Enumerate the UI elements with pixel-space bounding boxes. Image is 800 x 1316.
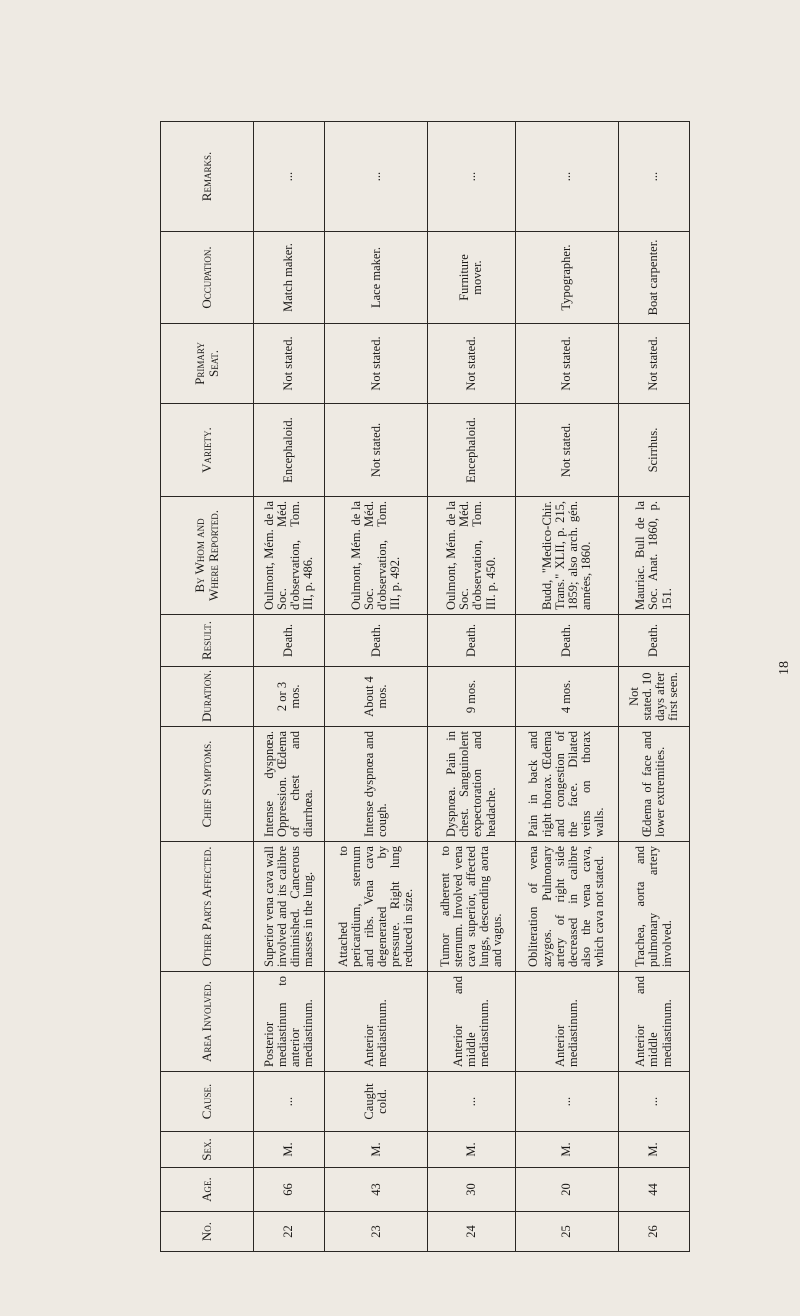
cell-area: Anterior mediastinum. — [324, 972, 427, 1072]
cell-other-parts: Trachea, aorta and pulmonary artery involved. — [618, 842, 689, 972]
cell-reported-by: Oulmont, Mém. de la Soc. Méd. d'observation, Tom. III, p. 492. — [324, 497, 427, 615]
cell-age: 20 — [515, 1168, 618, 1212]
cell-result: Death. — [254, 615, 325, 667]
page-number: 18 — [777, 661, 792, 675]
cell-variety: Encephaloid. — [428, 404, 515, 497]
cell-variety: Not stated. — [515, 404, 618, 497]
cell-area: Posterior mediastinum to anterior mediastinum. — [254, 972, 325, 1072]
cell-area: Anterior and middle mediastinum. — [618, 972, 689, 1072]
cell-age: 44 — [618, 1168, 689, 1212]
cell-remarks: ... — [618, 122, 689, 232]
cell-result: Death. — [618, 615, 689, 667]
cell-cause: ... — [515, 1072, 618, 1132]
cell-remarks: ... — [254, 122, 325, 232]
cell-remarks: ... — [428, 122, 515, 232]
cell-duration: 9 mos. — [428, 667, 515, 727]
cell-sex: M. — [618, 1132, 689, 1168]
cell-occupation: Boat carpenter. — [618, 232, 689, 324]
cell-variety: Scirrhus. — [618, 404, 689, 497]
cell-other-parts: Attached to pericardium, sternum and ribs. Vena cava degenerated by pressure. Right lung reduced in size. — [324, 842, 427, 972]
cell-other-parts: Superior vena cava wall involved and its calibre diminished. Cancerous masses in the lung. — [254, 842, 325, 972]
cell-primary-seat: Not stated. — [428, 324, 515, 404]
cell-reported-by: Mauriac. Bull de la Soc. Anat. 1860, p. 151. — [618, 497, 689, 615]
col-header-reported-by: By Whom and Where Reported. — [161, 497, 254, 615]
col-header-no: No. — [161, 1212, 254, 1252]
cell-no: 22 — [254, 1212, 325, 1252]
table-row — [428, 122, 515, 1252]
col-header-duration: Duration. — [161, 667, 254, 727]
cell-age: 66 — [254, 1168, 325, 1212]
cell-no: 24 — [428, 1212, 515, 1252]
cell-symptoms: Dyspnœa. Pain in chest. Sanguinolent expectoration and headache. — [428, 727, 515, 842]
cell-result: Death. — [428, 615, 515, 667]
cell-sex: M. — [428, 1132, 515, 1168]
cell-remarks: ... — [324, 122, 427, 232]
col-header-remarks: Remarks. — [161, 122, 254, 232]
cell-no: 23 — [324, 1212, 427, 1252]
table-row — [254, 122, 325, 1252]
cell-duration: 2 or 3 mos. — [254, 667, 325, 727]
col-header-variety: Variety. — [161, 404, 254, 497]
cell-variety: Encephaloid. — [254, 404, 325, 497]
cell-symptoms: Intense dyspnœa. Oppression. Œdema of chest and diarrhœa. — [254, 727, 325, 842]
cell-primary-seat: Not stated. — [254, 324, 325, 404]
table-row — [324, 122, 427, 1252]
cell-duration: 4 mos. — [515, 667, 618, 727]
cell-sex: M. — [324, 1132, 427, 1168]
cell-sex: M. — [515, 1132, 618, 1168]
cell-occupation: Furniture mover. — [428, 232, 515, 324]
header-row — [161, 122, 254, 1252]
cell-symptoms: Intense dyspnœa and cough. — [324, 727, 427, 842]
cell-cause: ... — [254, 1072, 325, 1132]
cell-primary-seat: Not stated. — [515, 324, 618, 404]
cell-duration: Not stated. 10 days after first seen. — [618, 667, 689, 727]
cell-occupation: Match maker. — [254, 232, 325, 324]
cell-no: 26 — [618, 1212, 689, 1252]
col-header-result: Result. — [161, 615, 254, 667]
cell-primary-seat: Not stated. — [618, 324, 689, 404]
table-row — [618, 122, 689, 1252]
col-header-primary-seat: Primary Seat. — [161, 324, 254, 404]
rotated-table-container — [160, 122, 690, 1252]
col-header-area: Area Involved. — [161, 972, 254, 1072]
cell-reported-by: Oulmont, Mém. de la Soc. Méd. d'observation, Tom. III, p. 486. — [254, 497, 325, 615]
cell-variety: Not stated. — [324, 404, 427, 497]
cell-area: Anterior and middle mediastinum. — [428, 972, 515, 1072]
cell-occupation: Typographer. — [515, 232, 618, 324]
cell-primary-seat: Not stated. — [324, 324, 427, 404]
col-header-occupation: Occupation. — [161, 232, 254, 324]
case-table — [160, 121, 690, 1252]
cell-result: Death. — [515, 615, 618, 667]
col-header-cause: Cause. — [161, 1072, 254, 1132]
cell-sex: M. — [254, 1132, 325, 1168]
cell-result: Death. — [324, 615, 427, 667]
col-header-sex: Sex. — [161, 1132, 254, 1168]
cell-symptoms: Œdema of face and lower extremities. — [618, 727, 689, 842]
cell-reported-by: Budd, "Medico-Chir. Trans." XLII, p. 215, 1859; also arch. gén. années, 1860. — [515, 497, 618, 615]
cell-other-parts: Tumor adherent to sternum. Involved vena cava superior, affected lungs, descending aorta and vagus. — [428, 842, 515, 972]
cell-remarks: ... — [515, 122, 618, 232]
col-header-symptoms: Chief Symptoms. — [161, 727, 254, 842]
cell-age: 30 — [428, 1168, 515, 1212]
cell-duration: About 4 mos. — [324, 667, 427, 727]
cell-age: 43 — [324, 1168, 427, 1212]
cell-cause: Caught cold. — [324, 1072, 427, 1132]
cell-occupation: Lace maker. — [324, 232, 427, 324]
cell-cause: ... — [428, 1072, 515, 1132]
cell-cause: ... — [618, 1072, 689, 1132]
cell-area: Anterior mediastinum. — [515, 972, 618, 1072]
col-header-other-parts: Other Parts Affected. — [161, 842, 254, 972]
cell-symptoms: Pain in back and right thorax. Œdema and congestion of the face. Dilated veins on thorax walls. — [515, 727, 618, 842]
cell-other-parts: Obliteration of vena azygos. Pulmonary artery of right side decreased in calibre also the vena cava, which cava not stated. — [515, 842, 618, 972]
cell-reported-by: Oulmont, Mém. de la Soc. Méd. d'observation, Tom. III. p. 450. — [428, 497, 515, 615]
col-header-age: Age. — [161, 1168, 254, 1212]
cell-no: 25 — [515, 1212, 618, 1252]
table-row — [515, 122, 618, 1252]
